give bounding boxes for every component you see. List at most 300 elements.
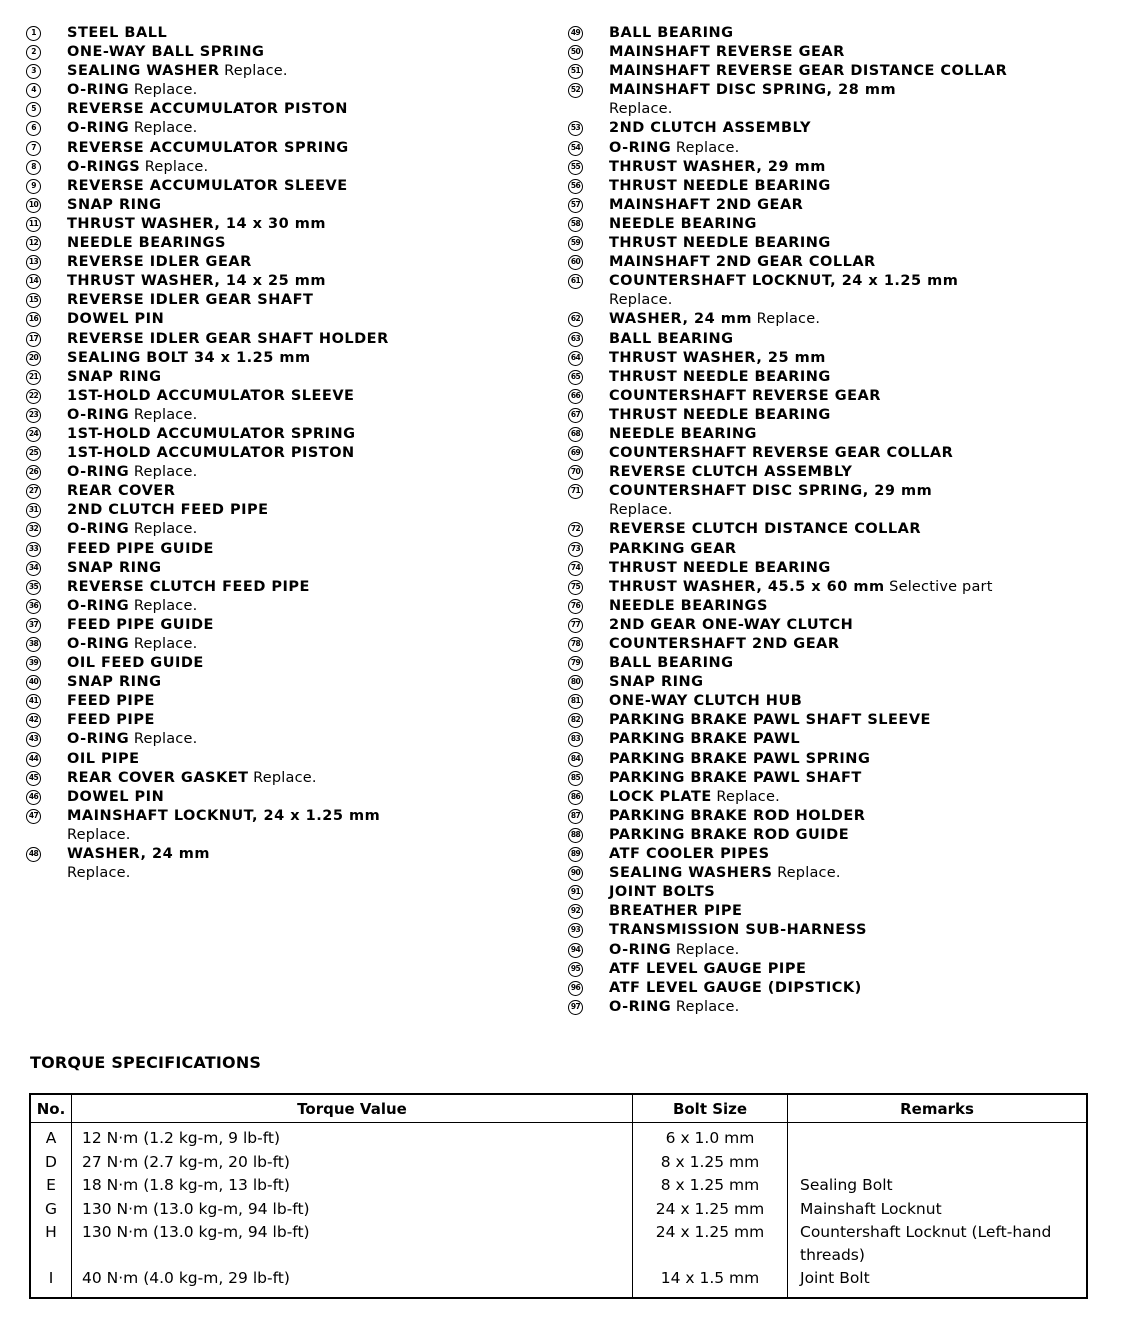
part-name: FEED PIPE GUIDE [67, 616, 214, 633]
part-text [609, 43, 845, 62]
part-item [26, 501, 546, 520]
part-number-badge: 89 [568, 847, 583, 862]
part-number-badge: 13 [26, 255, 41, 270]
part-name: 1ST-HOLD ACCUMULATOR SLEEVE [67, 387, 355, 404]
part-number-badge: 68 [568, 427, 583, 442]
part-text [67, 750, 140, 769]
part-text [609, 559, 831, 578]
part-name: SNAP RING [67, 368, 162, 385]
part-text [609, 711, 931, 730]
part-text [609, 196, 803, 215]
part-name: O-RING [67, 120, 130, 137]
part-text [67, 139, 349, 158]
part-number-badge: 78 [568, 637, 583, 652]
part-name: 2ND GEAR ONE-WAY CLUTCH [609, 616, 854, 633]
part-item [568, 215, 1128, 234]
part-name: NEEDLE BEARING [609, 425, 757, 442]
part-number-badge: 48 [26, 847, 41, 862]
part-text [609, 616, 853, 635]
part-item [568, 654, 1128, 673]
part-name: PARKING BRAKE PAWL SPRING [609, 750, 871, 767]
part-item [568, 998, 1128, 1017]
part-name: O-RING [609, 139, 672, 156]
torque-value-cell: 27 N·m (2.7 kg-m, 20 lb-ft) [72, 1151, 633, 1175]
part-item [26, 406, 546, 425]
part-item [26, 769, 546, 788]
part-item [568, 119, 1128, 138]
part-name: SNAP RING [67, 196, 162, 213]
part-number-badge: 76 [568, 599, 583, 614]
part-name: COUNTERSHAFT REVERSE GEAR COLLAR [609, 445, 954, 462]
part-item [26, 444, 546, 463]
part-text [609, 788, 780, 807]
part-item [568, 635, 1128, 654]
part-item [26, 425, 546, 444]
part-item [568, 406, 1128, 425]
part-text [609, 864, 841, 883]
part-name: JOINT BOLTS [609, 884, 716, 901]
part-number-badge: 97 [568, 1000, 583, 1015]
part-number-badge: 52 [568, 83, 583, 98]
torque-value-cell: 130 N·m (13.0 kg-m, 94 lb-ft) [72, 1221, 633, 1267]
part-name: O-RING [67, 636, 130, 652]
part-item [568, 941, 1128, 960]
torque-row [30, 1198, 1087, 1222]
part-item [26, 81, 546, 100]
part-name: ATF LEVEL GAUGE (DIPSTICK) [609, 979, 862, 996]
part-number-badge: 75 [568, 580, 583, 595]
part-note: Replace. [67, 826, 131, 843]
part-item [568, 196, 1128, 215]
part-item [568, 750, 1128, 769]
part-number-badge: 42 [26, 713, 41, 728]
part-item [568, 330, 1128, 349]
part-item [568, 234, 1128, 253]
part-name: O-RING [67, 406, 130, 423]
part-name: REVERSE IDLER GEAR SHAFT [67, 292, 314, 309]
part-name: REVERSE CLUTCH FEED PIPE [67, 578, 310, 595]
part-item [26, 310, 546, 329]
header-bolt-size: Bolt Size [633, 1094, 788, 1123]
part-text [67, 845, 210, 883]
part-text [609, 902, 742, 921]
part-number-badge: 73 [568, 542, 583, 557]
part-number-badge: 80 [568, 675, 583, 690]
part-text [609, 253, 876, 272]
part-number-badge: 43 [26, 732, 41, 747]
bolt-size-cell: 8 x 1.25 mm [633, 1174, 788, 1198]
remarks-cell: Sealing Bolt [788, 1174, 1088, 1198]
part-text [609, 387, 881, 406]
part-item [26, 215, 546, 234]
part-name: SNAP RING [67, 559, 162, 576]
part-text [609, 998, 739, 1017]
part-text [609, 960, 806, 979]
part-name: REVERSE ACCUMULATOR PISTON [67, 101, 348, 118]
part-number-badge: 95 [568, 962, 583, 977]
part-text [67, 654, 204, 673]
part-text [67, 635, 197, 654]
part-text [609, 234, 831, 253]
part-item [568, 788, 1128, 807]
part-text [609, 272, 958, 310]
part-item [568, 24, 1128, 43]
part-text [67, 196, 162, 215]
part-item [26, 616, 546, 635]
part-number-badge: 14 [26, 274, 41, 289]
part-note: Replace. [133, 731, 198, 748]
part-text [609, 139, 739, 158]
part-item [568, 349, 1128, 368]
parts-list-left [26, 24, 546, 883]
part-note: Replace. [609, 101, 673, 118]
part-note: Replace. [675, 998, 740, 1015]
part-number-badge: 86 [568, 790, 583, 805]
part-number-badge: 58 [568, 217, 583, 232]
part-text [67, 425, 356, 444]
part-number-badge: 60 [568, 255, 583, 270]
part-name: MAINSHAFT DISC SPRING, 28 mm [609, 82, 897, 99]
remarks-cell [788, 1151, 1088, 1175]
part-name: O-RING [67, 597, 130, 614]
part-item [568, 826, 1128, 845]
part-note: Replace. [675, 941, 740, 958]
part-number-badge: 85 [568, 771, 583, 786]
part-name: OIL FEED GUIDE [67, 655, 204, 672]
part-name: PARKING BRAKE PAWL SHAFT [609, 769, 862, 786]
part-note: Replace. [609, 292, 673, 309]
part-text [609, 425, 757, 444]
torque-value-cell: 18 N·m (1.8 kg-m, 13 lb-ft) [72, 1174, 633, 1198]
part-item [26, 368, 546, 387]
part-number-badge: 47 [26, 809, 41, 824]
part-number-badge: 77 [568, 618, 583, 633]
part-item [568, 807, 1128, 826]
parts-list-right [568, 24, 1128, 1017]
part-name: REVERSE IDLER GEAR SHAFT HOLDER [67, 330, 389, 347]
part-name: NEEDLE BEARINGS [609, 597, 768, 614]
torque-value-cell: 130 N·m (13.0 kg-m, 94 lb-ft) [72, 1198, 633, 1222]
part-name: ATF COOLER PIPES [609, 846, 770, 863]
part-number-badge: 66 [568, 389, 583, 404]
part-name: PARKING BRAKE PAWL SHAFT SLEEVE [609, 712, 931, 729]
part-name: THRUST WASHER, 14 x 25 mm [67, 273, 326, 290]
part-text [67, 119, 197, 138]
part-item [568, 597, 1128, 616]
part-name: PARKING BRAKE ROD GUIDE [609, 826, 850, 843]
part-number-badge: 9 [26, 179, 41, 194]
part-name: MAINSHAFT REVERSE GEAR DISTANCE COLLAR [609, 63, 1008, 80]
part-name: 2ND CLUTCH ASSEMBLY [609, 120, 811, 137]
remarks-cell [788, 1123, 1088, 1151]
part-number-badge: 22 [26, 389, 41, 404]
part-name: REVERSE CLUTCH ASSEMBLY [609, 464, 853, 481]
torque-row [30, 1221, 1087, 1267]
part-number-badge: 26 [26, 465, 41, 480]
part-number-badge: 37 [26, 618, 41, 633]
part-text [67, 578, 310, 597]
part-item [26, 807, 546, 845]
part-item [26, 387, 546, 406]
part-number-badge: 36 [26, 599, 41, 614]
part-name: BREATHER PIPE [609, 903, 743, 920]
part-number-badge: 25 [26, 446, 41, 461]
part-text [609, 635, 840, 654]
part-text [67, 788, 164, 807]
part-number-badge: 50 [568, 45, 583, 60]
part-item [568, 463, 1128, 482]
part-number-badge: 83 [568, 732, 583, 747]
part-text [67, 215, 326, 234]
part-text [609, 24, 734, 43]
part-name: REVERSE CLUTCH DISTANCE COLLAR [609, 521, 922, 538]
part-name: WASHER, 24 mm [609, 311, 752, 328]
part-note: Selective part [889, 578, 993, 595]
part-name: LOCK PLATE [609, 788, 712, 805]
part-number-badge: 51 [568, 64, 583, 79]
part-number-badge: 94 [568, 943, 583, 958]
part-item [568, 177, 1128, 196]
part-note: Replace. [133, 521, 198, 538]
part-item [568, 139, 1128, 158]
part-item [568, 864, 1128, 883]
part-item [568, 43, 1128, 62]
part-item [568, 62, 1128, 81]
part-text [609, 349, 826, 368]
part-number-badge: 59 [568, 236, 583, 251]
part-number-badge: 81 [568, 694, 583, 709]
part-text [67, 368, 162, 387]
part-text [67, 291, 313, 310]
part-item [26, 597, 546, 616]
part-item [568, 730, 1128, 749]
part-item [568, 902, 1128, 921]
part-note: Replace. [133, 120, 198, 137]
torque-row [30, 1123, 1087, 1151]
part-name: FEED PIPE [67, 712, 155, 729]
part-name: MAINSHAFT REVERSE GEAR [609, 44, 845, 61]
part-item [568, 559, 1128, 578]
part-text [67, 769, 317, 788]
part-text [67, 482, 175, 501]
part-number-badge: 8 [26, 160, 41, 175]
part-text [67, 559, 162, 578]
part-name: COUNTERSHAFT REVERSE GEAR [609, 387, 881, 404]
part-number-badge: 56 [568, 179, 583, 194]
part-name: MAINSHAFT 2ND GEAR [609, 196, 804, 213]
part-text [609, 310, 820, 329]
torque-no-cell: D [30, 1151, 72, 1175]
part-item [26, 463, 546, 482]
bolt-size-cell: 6 x 1.0 mm [633, 1123, 788, 1151]
part-note: Replace. [133, 464, 198, 481]
part-number-badge: 1 [26, 26, 41, 41]
part-item [26, 330, 546, 349]
part-item [568, 960, 1128, 979]
part-name: O-RING [67, 521, 130, 538]
part-name: THRUST WASHER, 25 mm [609, 349, 826, 366]
part-item [26, 520, 546, 539]
part-item [568, 253, 1128, 272]
part-text [609, 941, 739, 960]
part-text [609, 463, 852, 482]
part-text [67, 253, 252, 272]
part-item [26, 234, 546, 253]
part-number-badge: 57 [568, 198, 583, 213]
part-note: Replace. [716, 788, 780, 805]
part-name: COUNTERSHAFT 2ND GEAR [609, 636, 840, 652]
part-text [609, 578, 993, 597]
part-number-badge: 44 [26, 752, 41, 767]
part-name: THRUST NEEDLE BEARING [609, 177, 831, 194]
part-text [609, 769, 862, 788]
part-item [26, 635, 546, 654]
part-item [568, 616, 1128, 635]
part-number-badge: 90 [568, 866, 583, 881]
part-item [568, 845, 1128, 864]
part-item [26, 62, 546, 81]
part-name: REVERSE ACCUMULATOR SLEEVE [67, 177, 348, 194]
part-name: SEALING WASHERS [609, 865, 773, 882]
part-number-badge: 53 [568, 121, 583, 136]
part-number-badge: 21 [26, 370, 41, 385]
part-number-badge: 3 [26, 64, 41, 79]
part-number-badge: 69 [568, 446, 583, 461]
part-item [26, 711, 546, 730]
part-item [26, 349, 546, 368]
part-note: Replace. [777, 865, 841, 882]
part-number-badge: 55 [568, 160, 583, 175]
part-text [67, 406, 197, 425]
part-number-badge: 15 [26, 293, 41, 308]
part-name: FEED PIPE [67, 693, 155, 710]
part-item [568, 310, 1128, 329]
part-name: THRUST WASHER, 14 x 30 mm [67, 215, 326, 232]
part-item [568, 425, 1128, 444]
part-text [609, 81, 896, 119]
part-number-badge: 11 [26, 217, 41, 232]
part-text [67, 807, 380, 845]
part-item [26, 119, 546, 138]
part-text [67, 272, 326, 291]
part-note: Replace. [67, 865, 131, 882]
part-name: REAR COVER [67, 483, 176, 500]
part-name: THRUST WASHER, 29 mm [609, 158, 826, 175]
part-text [609, 730, 800, 749]
part-item [568, 921, 1128, 940]
part-name: 1ST-HOLD ACCUMULATOR SPRING [67, 425, 356, 442]
part-text [609, 921, 867, 940]
part-name: COUNTERSHAFT DISC SPRING, 29 mm [609, 483, 933, 500]
remarks-cell: Countershaft Locknut (Left-hand threads) [788, 1221, 1088, 1267]
part-text [67, 349, 311, 368]
part-text [609, 520, 921, 539]
part-text [67, 100, 348, 119]
part-name: THRUST NEEDLE BEARING [609, 368, 831, 385]
part-item [568, 368, 1128, 387]
part-item [568, 883, 1128, 902]
torque-row [30, 1174, 1087, 1198]
part-text [67, 330, 389, 349]
part-number-badge: 92 [568, 904, 583, 919]
part-number-badge: 54 [568, 141, 583, 156]
part-name: STEEL BALL [67, 25, 168, 41]
torque-value-cell: 12 N·m (1.2 kg-m, 9 lb-ft) [72, 1123, 633, 1151]
part-name: 2ND CLUTCH FEED PIPE [67, 502, 269, 519]
part-item [26, 291, 546, 310]
part-text [609, 883, 715, 902]
part-number-badge: 33 [26, 542, 41, 557]
part-text [609, 482, 932, 520]
part-number-badge: 65 [568, 370, 583, 385]
part-item [26, 692, 546, 711]
part-name: ONE-WAY BALL SPRING [67, 44, 265, 61]
part-text [609, 215, 757, 234]
part-number-badge: 5 [26, 102, 41, 117]
header-no: No. [30, 1094, 72, 1123]
part-number-badge: 39 [26, 656, 41, 671]
part-item [568, 387, 1128, 406]
part-item [568, 692, 1128, 711]
part-item [26, 845, 546, 883]
part-item [26, 482, 546, 501]
part-name: FEED PIPE GUIDE [67, 540, 214, 557]
torque-title: TORQUE SPECIFICATIONS [30, 1053, 262, 1072]
part-item [568, 444, 1128, 463]
part-number-badge: 82 [568, 713, 583, 728]
part-number-badge: 4 [26, 83, 41, 98]
header-torque-value: Torque Value [72, 1094, 633, 1123]
part-number-badge: 64 [568, 351, 583, 366]
part-text [67, 692, 155, 711]
torque-row [30, 1267, 1087, 1298]
part-item [568, 158, 1128, 177]
part-text [67, 43, 264, 62]
part-item [26, 559, 546, 578]
part-text [609, 750, 870, 769]
part-text [67, 444, 355, 463]
part-number-badge: 7 [26, 141, 41, 156]
part-text [67, 597, 197, 616]
part-number-badge: 38 [26, 637, 41, 652]
part-number-badge: 49 [568, 26, 583, 41]
remarks-cell: Joint Bolt [788, 1267, 1088, 1298]
part-name: REVERSE IDLER GEAR [67, 254, 252, 271]
part-text [609, 406, 831, 425]
torque-no-cell: H [30, 1221, 72, 1267]
torque-no-cell: A [30, 1123, 72, 1151]
part-name: O-RING [609, 941, 672, 958]
part-name: SNAP RING [67, 674, 162, 691]
part-text [67, 234, 226, 253]
part-item [26, 272, 546, 291]
part-name: SEALING BOLT 34 x 1.25 mm [67, 349, 311, 366]
part-note: Replace. [144, 158, 209, 175]
torque-value-cell: 40 N·m (4.0 kg-m, 29 lb-ft) [72, 1267, 633, 1298]
part-number-badge: 40 [26, 675, 41, 690]
part-name: O-RING [67, 464, 130, 481]
part-name: TRANSMISSION SUB-HARNESS [609, 922, 867, 939]
part-number-badge: 31 [26, 503, 41, 518]
part-item [568, 540, 1128, 559]
torque-no-cell: I [30, 1267, 72, 1298]
part-text [67, 310, 164, 329]
part-name: ONE-WAY CLUTCH HUB [609, 693, 803, 710]
part-number-badge: 24 [26, 427, 41, 442]
header-remarks: Remarks [788, 1094, 1088, 1123]
part-number-badge: 10 [26, 198, 41, 213]
part-item [26, 24, 546, 43]
